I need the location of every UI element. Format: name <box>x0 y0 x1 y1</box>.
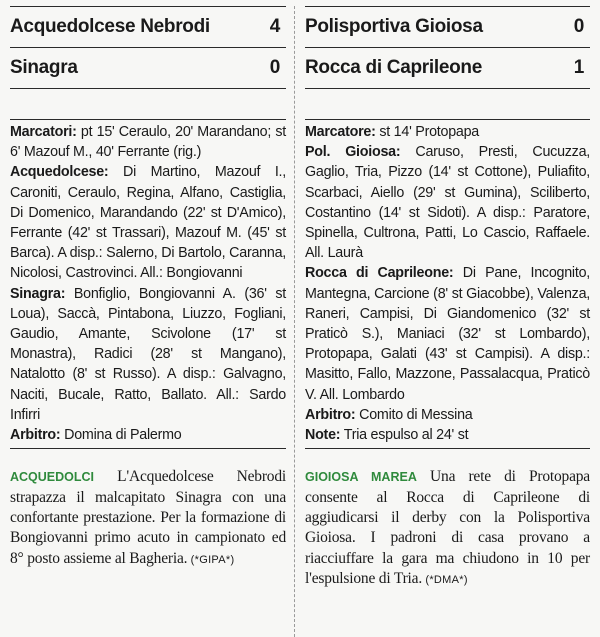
notes-text: Tria espulso al 24' st <box>340 427 469 444</box>
score-row-home <box>10 6 286 48</box>
match-report <box>10 119 286 449</box>
team-name: Sinagra <box>10 57 78 78</box>
summary-signature: (*GIPA*) <box>187 553 235 566</box>
team-goals: 0 <box>269 57 280 78</box>
referee-label: Arbitro: <box>10 427 61 444</box>
home-lineup-label: Acquedolcese: <box>10 164 109 181</box>
summary-text: Una rete di Protopapa consente al Rocca di Caprileone di aggiudicarsi il derby con la Polisportiva Gioiosa. I padroni di casa provano a riacciuffare la gara ma chiudono in 10 per l'espulsione di Tria. <box>305 468 590 588</box>
summary-text: L'Acquedolcese Nebrodi strapazza il malcapitato Sinagra con una confortante prestazione. Per la formazione di Bongiovanni primo acuto in campionato ed 8° posto assieme al Bagheria. <box>10 468 286 567</box>
score-row-away <box>10 48 286 89</box>
match-summary <box>10 467 286 570</box>
home-lineup <box>10 162 286 283</box>
home-lineup-label: Pol. Gioiosa: <box>305 144 401 161</box>
home-lineup-text: Di Martino, Mazouf I., Caroniti, Ceraulo, Regina, Alfano, Castiglia, Di Domenico, Marandando (22' st D'Amico), Ferrante (42' st Trassari), Mazouf M. (45' st Barca). A disp.: Salerno, Di Bartolo, Caranna, Nicolosi, Castrovinci. All.: Bongiovanni <box>10 164 286 282</box>
scorers-label: Marcatori: <box>10 124 77 140</box>
scorers <box>10 122 286 162</box>
match-report <box>305 119 590 449</box>
away-lineup-label: Sinagra: <box>10 285 66 302</box>
match-summary <box>305 467 590 590</box>
away-lineup <box>10 284 286 425</box>
away-lineup-text: Bonfiglio, Bongiovanni A. (36' st Loua), Saccà, Pintabona, Liuzzo, Fogliani, Gaudio, Amante, Scivolone (17' st Monastra), Radici (28' st Mangano), Natalotto (8' st Russo). A disp.: Galvagno, Naciti, Bucale, Ratto, Ballato. All.: Sardo Infirri <box>10 285 286 423</box>
team-name: Acquedolcese Nebrodi <box>10 16 210 37</box>
summary-kicker: ACQUEDOLCI <box>10 470 95 485</box>
away-lineup-text: Di Pane, Incognito, Mantegna, Carcione (8' st Giacobbe), Valenza, Raneri, Campisi, Di Giandomenico (32' st Praticò S.), Maniaci (32' st Lombardo), Protopapa, Galati (43' st Campisi). A disp.: Masitto, Fallo, Mazzone, Passalacqua, Praticò V. All. Lombardo <box>305 265 590 403</box>
match-column-left <box>10 6 295 637</box>
referee <box>10 425 286 445</box>
scorers-text: st 14' Protopapa <box>375 124 480 140</box>
referee <box>305 405 590 425</box>
team-goals: 4 <box>269 16 280 37</box>
score-row-away <box>305 48 590 89</box>
summary-kicker: GIOIOSA MAREA <box>305 470 417 485</box>
scorers-text: pt 15' Ceraulo, 20' Marandano; st 6' Mazouf M., 40' Ferrante (rig.) <box>10 124 286 161</box>
home-lineup <box>305 142 590 263</box>
summary-signature: (*DMA*) <box>422 574 468 587</box>
referee-text: Domina di Palermo <box>60 427 182 444</box>
notes <box>305 425 590 445</box>
team-goals: 1 <box>573 57 584 78</box>
score-row-home <box>305 6 590 48</box>
away-lineup <box>305 263 590 404</box>
home-lineup-text: Caruso, Presti, Cucuzza, Gaglio, Tria, Pizzo (14' st Cottone), Puliafito, Scarbaci, Aiello (29' st Gumina), Sciliberto, Costantino (14' st Sidoti). A disp.: Paratore, Spinella, Cultrona, Patti, Lo Cascio, Raffaele. All. Laurà <box>305 144 590 262</box>
team-name: Rocca di Caprileone <box>305 57 482 78</box>
team-name: Polisportiva Gioiosa <box>305 16 483 37</box>
scorers-label: Marcatore: <box>305 124 376 140</box>
notes-label: Note: <box>305 427 341 444</box>
team-goals: 0 <box>573 16 584 37</box>
away-lineup-label: Rocca di Caprileone: <box>305 265 454 282</box>
scorers <box>305 122 590 142</box>
referee-label: Arbitro: <box>305 406 356 423</box>
match-column-right <box>295 6 590 637</box>
referee-text: Comito di Messina <box>355 406 473 423</box>
